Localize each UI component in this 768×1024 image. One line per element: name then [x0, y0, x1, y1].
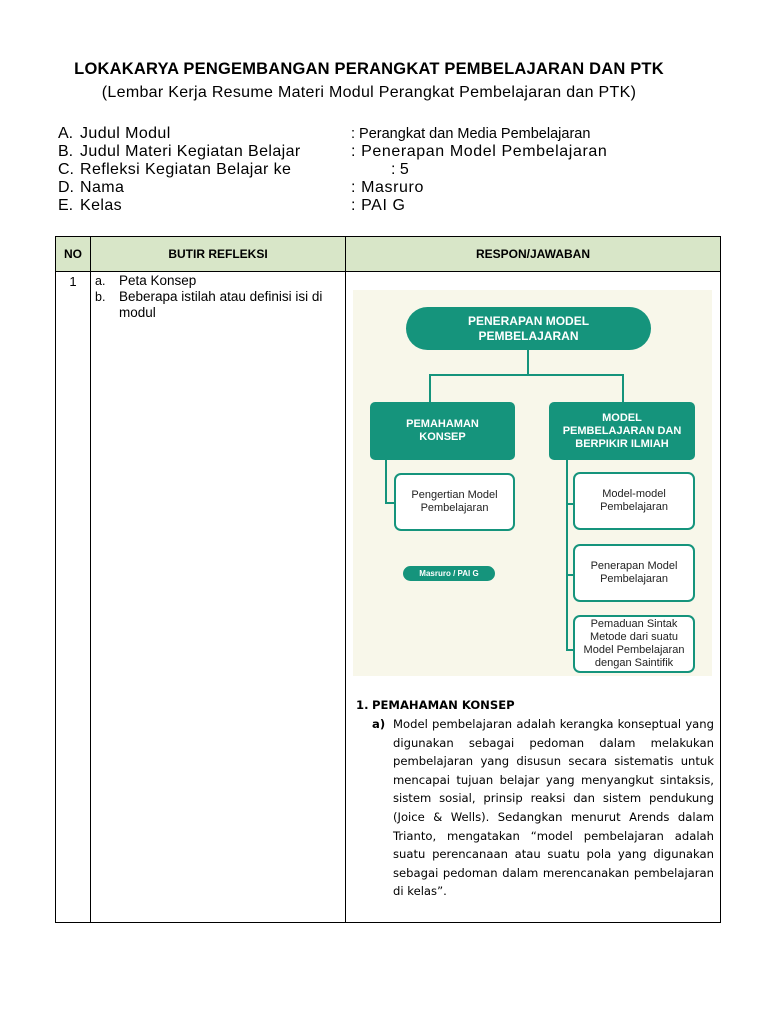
document-subtitle: (Lembar Kerja Resume Materi Modul Perangkat Pembelajaran dan PTK)	[101, 84, 637, 101]
meta-block	[58, 125, 738, 215]
meta-label: Kelas	[80, 197, 123, 214]
header-butir: BUTIR REFLEKSI	[91, 237, 346, 272]
meta-label: Refleksi Kegiatan Belajar ke	[80, 161, 292, 178]
answer-sub-label: a)	[372, 717, 386, 731]
meta-row-refleksi	[58, 161, 738, 179]
table-header-row	[56, 237, 721, 272]
meta-letter: B.	[58, 143, 74, 160]
butir-item-label: b.	[95, 290, 106, 304]
map-node: Model-model Pembelajaran	[573, 472, 695, 530]
connector-line	[622, 374, 624, 404]
answer-heading-number: 1.	[356, 698, 369, 712]
answer-section	[356, 698, 714, 901]
meta-letter: D.	[58, 179, 74, 196]
header-respon: RESPON/JAWABAN	[346, 237, 721, 272]
map-branch-left: PEMAHAMAN KONSEP	[370, 402, 515, 460]
author-badge: Masruro / PAI G	[403, 566, 495, 581]
butir-item	[95, 289, 341, 321]
connector-line	[527, 348, 529, 375]
answer-text: Model pembelajaran adalah kerangka konseptual yang digunakan sebagai pedoman dalam melakukan pembelajaran yang disusun secara sistematis untuk mencapai tujuan belajar yang menyangkut sintaksis, sistem sosial, prinsip reaksi dan sistem pendukung (Joice & Wells). Sedangkan menurut Arends dalam Trianto, mengatakan “model pembelajaran adalah suatu perencanaan atau suatu pola yang digunakan sebagai pedoman dalam merencanakan pembelajaran di kelas”.	[393, 717, 714, 899]
butir-item-label: a.	[95, 274, 106, 288]
connector-line	[385, 460, 387, 503]
map-root: PENERAPAN MODEL PEMBELAJARAN	[406, 307, 651, 350]
meta-row-nama	[58, 179, 738, 197]
answer-heading	[356, 698, 714, 712]
header-no: NO	[56, 237, 91, 272]
answer-heading-text: PEMAHAMAN KONSEP	[372, 698, 515, 712]
meta-label: Nama	[80, 179, 125, 196]
respon-cell	[346, 272, 721, 923]
answer-paragraph	[356, 715, 714, 901]
meta-letter: A.	[58, 125, 74, 142]
table-row	[56, 272, 721, 923]
map-node: Pengertian Model Pembelajaran	[394, 473, 515, 531]
meta-row-judul-modul	[58, 125, 738, 143]
butir-item	[95, 273, 341, 289]
meta-letter: E.	[58, 197, 74, 214]
map-branch-right: MODEL PEMBELAJARAN DAN BERPIKIR ILMIAH	[549, 402, 695, 460]
document-title: LOKAKARYA PENGEMBANGAN PERANGKAT PEMBELAJARAN DAN PTK	[74, 60, 664, 78]
connector-line	[429, 374, 431, 404]
meta-value: : PAI G	[351, 197, 406, 214]
butir-item-text: Peta Konsep	[119, 273, 197, 288]
connector-line	[566, 460, 568, 650]
butir-item-text: Beberapa istilah atau definisi isi di modul	[119, 289, 323, 320]
map-node: Pemaduan Sintak Metode dari suatu Model Pembelajaran dengan Saintifik	[573, 615, 695, 673]
meta-letter: C.	[58, 161, 74, 178]
meta-value	[351, 161, 409, 179]
meta-label: Judul Materi Kegiatan Belajar	[80, 143, 301, 160]
meta-value: : Perangkat dan Media Pembelajaran	[351, 126, 591, 142]
reflection-table	[55, 236, 721, 923]
meta-label: Judul Modul	[80, 125, 171, 142]
concept-map	[353, 290, 712, 676]
meta-row-kelas	[58, 197, 738, 215]
butir-cell	[91, 272, 346, 923]
meta-value-prefix: :	[391, 161, 396, 178]
map-node: Penerapan Model Pembelajaran	[573, 544, 695, 602]
meta-value: : Penerapan Model Pembelajaran	[351, 143, 608, 160]
meta-value: : Masruro	[351, 179, 424, 196]
meta-value-number: 5	[399, 161, 409, 178]
meta-row-judul-materi	[58, 143, 738, 161]
row-number: 1	[56, 272, 91, 923]
